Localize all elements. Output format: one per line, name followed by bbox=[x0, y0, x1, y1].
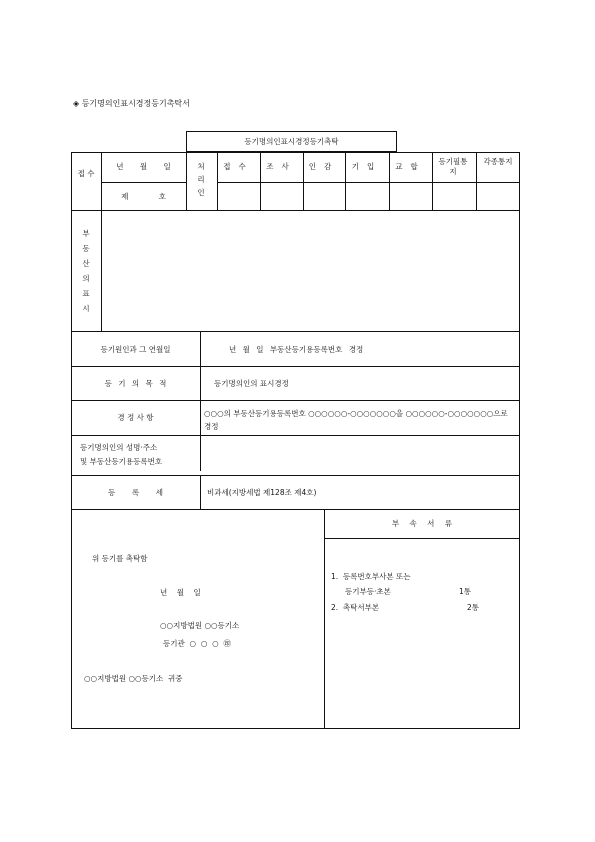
attachment-item-2-count: 2통 bbox=[467, 603, 480, 612]
attachments-title: 부 속 서 류 bbox=[391, 519, 453, 528]
purpose-label: 등 기 의 목 적 bbox=[104, 379, 167, 388]
request-text: 위 등기를 촉탁함 bbox=[92, 554, 148, 563]
form-title: ◈ 등기명의인표시경정등기촉탁서 bbox=[73, 99, 190, 108]
column-header-check: 교합 bbox=[395, 162, 426, 171]
attachment-item-1-line2: 등기부등·초본 bbox=[345, 587, 391, 596]
property-label: 부동산의표시 bbox=[82, 229, 90, 313]
correction-label: 경 정 사 항 bbox=[117, 413, 154, 422]
column-header-reception: 접수 bbox=[223, 162, 254, 171]
tax-label: 등 록 세 bbox=[107, 488, 164, 497]
request-date: 년 월 일 bbox=[160, 588, 201, 597]
registry-office: ○○지방법원 ○○등기소 bbox=[160, 621, 240, 630]
column-header-completion-notice: 등기필통지 bbox=[438, 157, 468, 176]
reception-number: 제 호 bbox=[121, 192, 166, 201]
request-section bbox=[71, 509, 520, 729]
holder-row bbox=[71, 435, 520, 476]
attachment-item-1: 1. 등록번호부사본 또는 bbox=[331, 572, 411, 581]
cause-label: 등기원인과 그 연월일 bbox=[100, 345, 171, 354]
purpose-value: 등기명의인의 표시경정 bbox=[214, 379, 289, 388]
correction-value: ○○○의 부동산등기용등록번호 ○○○○○○-○○○○○○○을 ○○○○○○-○○○○○○○으로 경정 bbox=[204, 409, 508, 431]
column-header-seal: 인감 bbox=[308, 162, 340, 171]
reception-date: 년 월 일 bbox=[116, 162, 171, 171]
tax-value: 비과세(지방세법 제128조 제4호) bbox=[207, 488, 317, 497]
cause-value: 년 월 일 부동산등기용등록번호 경정 bbox=[229, 345, 364, 354]
addressee: ○○지방법원 ○○등기소 귀중 bbox=[84, 674, 183, 683]
column-header-inspection: 조사 bbox=[266, 162, 297, 171]
property-section bbox=[71, 210, 520, 332]
reception-label: 접 수 bbox=[77, 169, 95, 178]
attachment-item-1-count: 1통 bbox=[459, 587, 472, 596]
registrar-signature: 등기관 ○ ○ ○ ㊞ bbox=[163, 639, 231, 648]
column-header-various-notice: 각종통지 bbox=[483, 157, 513, 166]
column-header-entry: 기입 bbox=[351, 162, 383, 171]
holder-label-line1: 등기명의인의 성명·주소 bbox=[80, 443, 158, 452]
attachment-item-2: 2. 촉탁서부본 bbox=[331, 603, 380, 612]
header-title: 등기명의인표시경정등기촉탁 bbox=[244, 137, 339, 146]
holder-label-line2: 및 부동산등기용등록번호 bbox=[80, 457, 163, 466]
processor-label: 처리인 bbox=[197, 162, 205, 197]
